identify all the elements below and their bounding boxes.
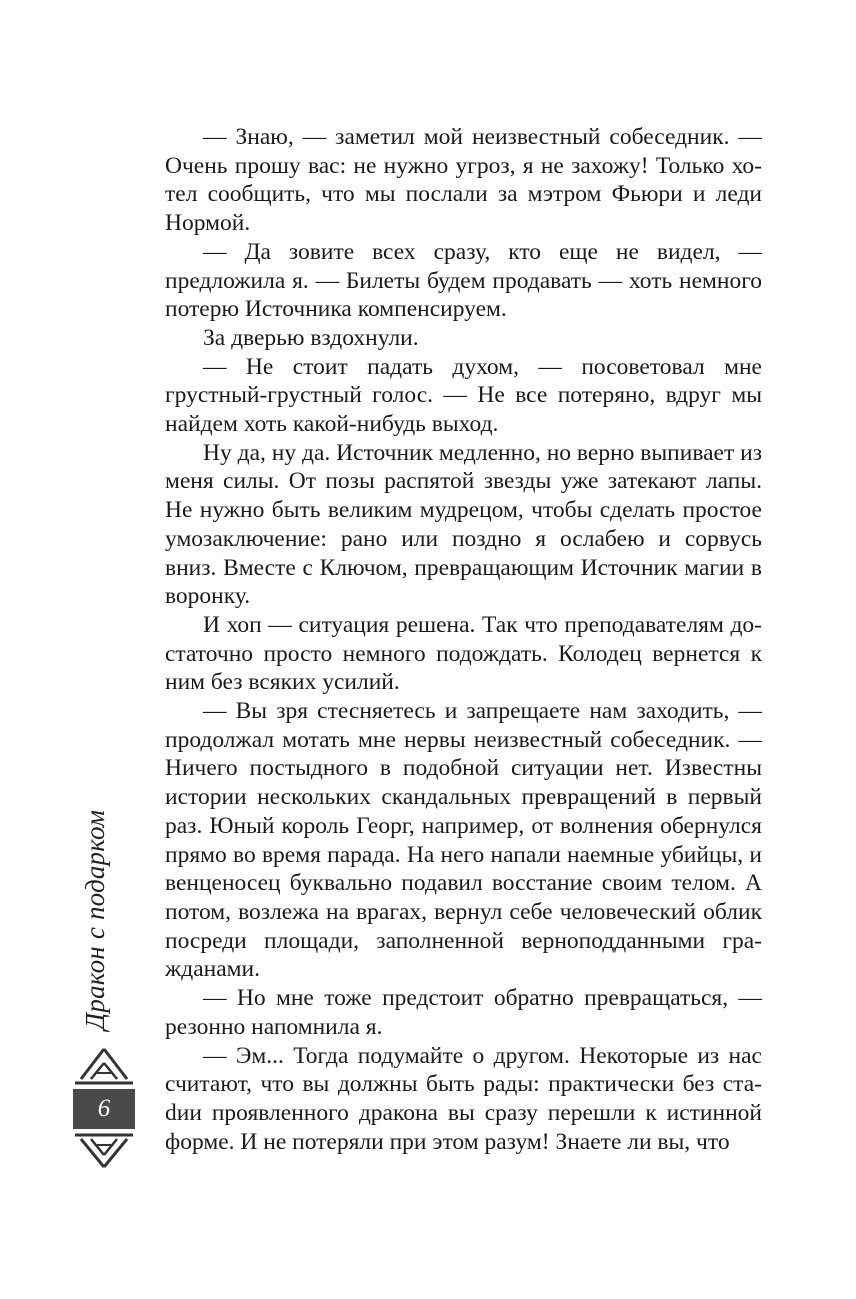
body-text <box>165 123 762 1156</box>
page-number-badge <box>73 1089 135 1129</box>
paragraph-7: — Вы зря стесняетесь и запрещаете нам заходить, — продолжал мотать мне нервы неизвестный собеседник. — Ничего постыдного в подобной ситуации нет. Известны истории нескольких скандальных превращений в первый раз. Юный король Георг, например, от волнения обернулся прямо во время парада. На него напали наемные убийцы, и венценосец буквально подавил восстание своим телом. А потом, возлежа на врагах, вернул себе человеческий облик посреди площади, заполненной верноподданными гражданами. <box>165 698 762 983</box>
ornament-bottom-icon <box>73 1133 135 1171</box>
paragraph-6: И хоп — ситуация решена. Так что преподавателям достаточно просто немного подождать. Колодец вернется к ним без всяких усилий. <box>165 611 762 696</box>
paragraph-2: — Да зовите всех сразу, кто еще не видел, — предложила я. — Билеты будем продавать — хоть немного потерю Источника компенсируем. <box>165 238 762 323</box>
paragraph-5: Ну да, ну да. Источник медленно, но верно выпивает из меня силы. От позы распятой звезды уже затекают лапы. Не нужно быть великим мудрецом, чтобы сделать простое умозаключение: рано или поздно я ослабею и сорвусь вниз. Вместе с Ключом, превращающим Источник магии в воронку. <box>165 439 762 610</box>
ornament-top-icon <box>73 1045 135 1085</box>
paragraph-1: — Знаю, — заметил мой неизвестный собеседник. — Очень прошу вас: не нужно угроз, я не захожу! Только хотел сообщить, что мы послали за мэтром Фьюри и леди Нормой. <box>165 124 762 237</box>
paragraph-8: — Но мне тоже предстоит обратно превращаться, — резонно напомнила я. <box>165 985 762 1040</box>
paragraph-9: — Эм... Тогда подумайте о другом. Некоторые из нас считают, что вы должны быть рады: практически без стаdии проявленного дракона вы сразу перешли к истинной форме. И не потеряли при этом разум! Знаете ли вы, что <box>165 1042 762 1155</box>
paragraph-3: За дверью вздохнули. <box>203 324 419 351</box>
paragraph-4: — Не стоит падать духом, — посоветовал мне грустный-грустный голос. — Не все потеряно, вдруг мы найдем хоть какой-нибудь выход. <box>165 353 762 438</box>
page-number: 6 <box>97 1095 111 1122</box>
running-title: Дракон с подарком <box>80 809 110 1030</box>
